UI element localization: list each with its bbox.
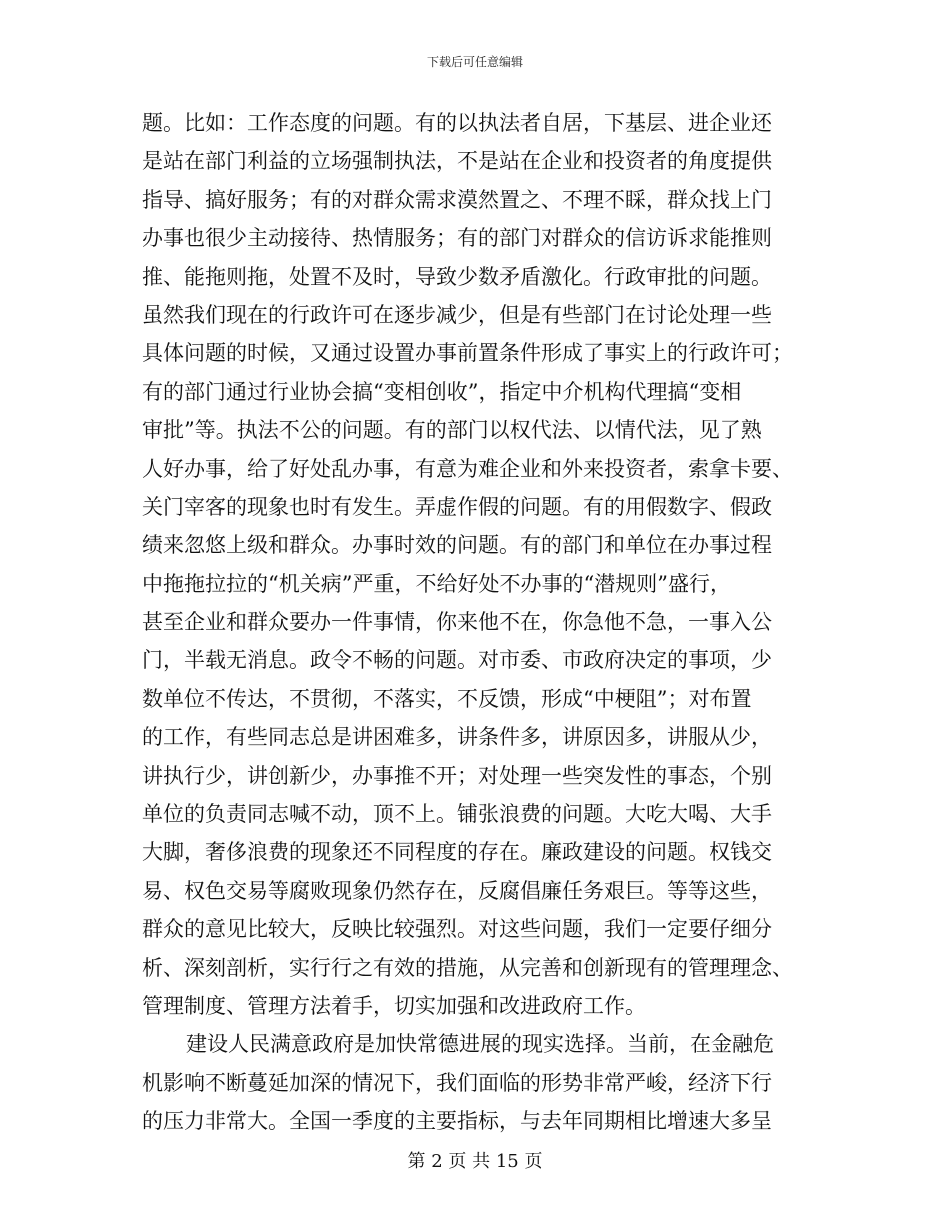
text-line: 的压力非常大。全国一季度的主要指标，与去年同期相比增速大多呈 (142, 1109, 772, 1134)
text-line: 讲执行少，讲创新少，办事推不开；对处理一些突发性的事态，个别 (142, 763, 772, 788)
text-line: 绩来忽悠上级和群众。办事时效的问题。有的部门和单位在办事过程 (142, 533, 772, 558)
text-line: 关门宰客的现象也时有发生。弄虚作假的问题。有的用假数字、假政 (142, 494, 772, 519)
text-line: 建设人民满意政府是加快常德进展的现实选择。当前，在金融危 (186, 1032, 774, 1057)
text-line: 群众的意见比较大，反映比较强烈。对这些问题，我们一定要仔细分 (142, 917, 772, 942)
text-line: 大脚，奢侈浪费的现象还不同程度的存在。廉政建设的问题。权钱交 (142, 840, 772, 865)
text-line: 机影响不断蔓延加深的情况下，我们面临的形势非常严峻，经济下行 (142, 1070, 772, 1095)
page-number: 第 2 页 共 15 页 (407, 1151, 543, 1172)
text-line: 的工作，有些同志总是讲困难多，讲条件多，讲原因多，讲服从少， (142, 725, 772, 750)
text-line: 中拖拖拉拉的“机关病”严重，不给好处不办事的“潜规则”盛行， (142, 571, 731, 596)
text-line: 管理制度、管理方法着手，切实加强和改进政府工作。 (142, 993, 646, 1018)
text-line: 易、权色交易等腐败现象仍然存在，反腐倡廉任务艰巨。等等这些， (142, 878, 772, 903)
text-line: 是站在部门利益的立场强制执法，不是站在企业和投资者的角度提供 (142, 149, 772, 174)
text-line: 具体问题的时候，又通过设置办事前置条件形成了事实上的行政许可； (142, 341, 793, 366)
text-line: 审批”等。执法不公的问题。有的部门以权代法、以情代法，见了熟 (142, 418, 762, 443)
text-line: 指导、搞好服务；有的对群众需求漠然置之、不理不睬，群众找上门 (142, 187, 772, 212)
text-line: 办事也很少主动接待、热情服务；有的部门对群众的信访诉求能推则 (142, 226, 772, 251)
text-line: 甚至企业和群众要办一件事情，你来他不在，你急他不急，一事入公 (142, 610, 772, 635)
page-header: 下载后可任意编辑 (426, 55, 523, 69)
text-line: 推、能拖则拖，处置不及时，导致少数矛盾激化。行政审批的问题。 (142, 264, 772, 289)
text-line: 题。比如：工作态度的问题。有的以执法者自居，下基层、进企业还 (142, 111, 772, 135)
text-line: 人好办事，给了好处乱办事，有意为难企业和外来投资者，索拿卡要、 (142, 456, 793, 481)
text-line: 数单位不传达，不贯彻，不落实，不反馈，形成“中梗阻”；对布置 (142, 686, 752, 711)
body-text (142, 104, 794, 1141)
text-line: 门，半载无消息。政令不畅的问题。对市委、市政府决定的事项，少 (142, 648, 772, 673)
text-line: 单位的负责同志喊不动，顶不上。铺张浪费的问题。大吃大喝、大手 (142, 802, 772, 827)
text-line: 有的部门通过行业协会搞“变相创收”，指定中介机构代理搞“变相 (142, 379, 742, 404)
text-line: 虽然我们现在的行政许可在逐步减少，但是有些部门在讨论处理一些 (142, 302, 772, 327)
text-line: 析、深刻剖析，实行行之有效的措施，从完善和创新现有的管理理念、 (142, 955, 793, 980)
